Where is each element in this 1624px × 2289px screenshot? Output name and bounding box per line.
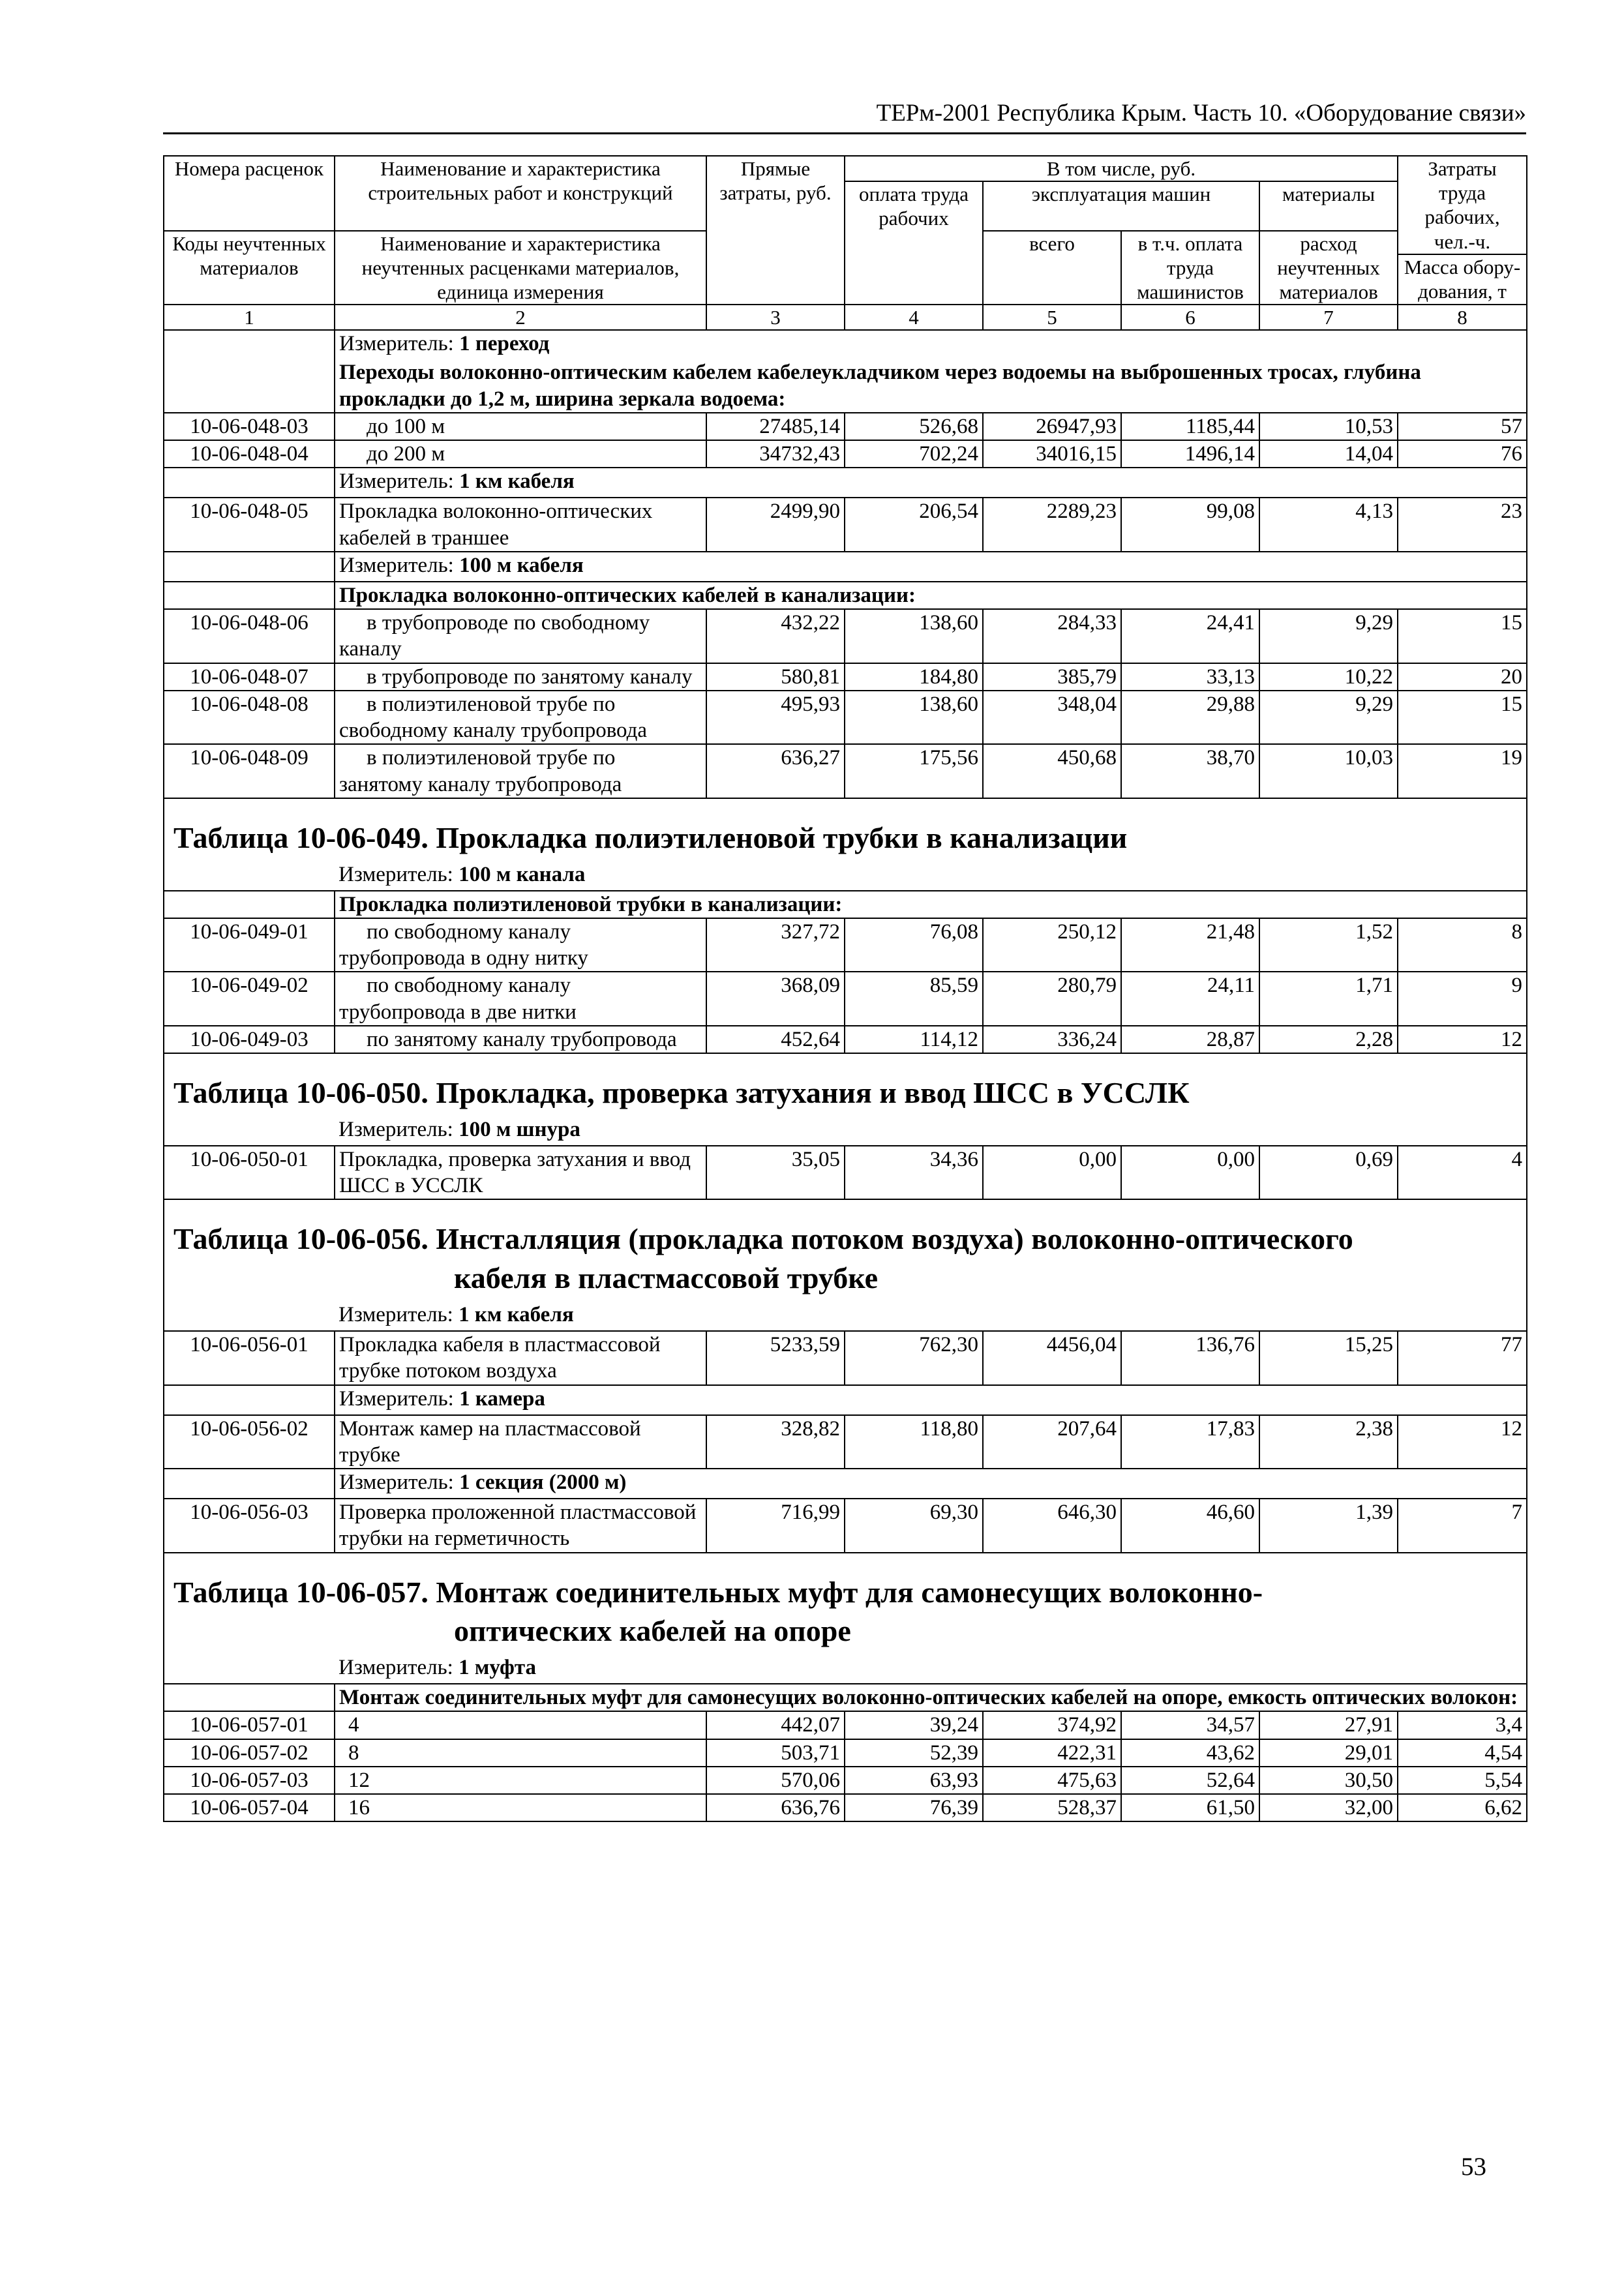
header-material-consumption: расход неучтенных материалов	[1259, 231, 1398, 305]
column-number: 1	[164, 305, 335, 330]
rates-table	[163, 155, 1527, 1822]
rate-code: 10-06-048-09	[164, 744, 335, 798]
table-title-row	[164, 1199, 1527, 1302]
header-rate-numbers: Номера расценок	[164, 156, 335, 231]
running-header: ТЕРм-2001 Республика Крым. Часть 10. «Оборудование связи»	[163, 95, 1526, 134]
rate-code: 10-06-048-04	[164, 440, 335, 468]
page-number: 53	[1461, 2153, 1486, 2181]
measure-row: Измеритель: 1 км кабеля	[164, 1302, 1527, 1331]
rate-code: 10-06-049-01	[164, 918, 335, 972]
table-title-row	[164, 1553, 1527, 1655]
measure-unit: 1 переход	[459, 332, 550, 356]
column-number: 8	[1398, 305, 1527, 330]
measure-unit: 100 м канала	[459, 862, 586, 886]
group-heading-row	[164, 582, 1527, 609]
rate-code: 10-06-048-06	[164, 609, 335, 663]
header-row	[164, 156, 1527, 181]
rate-name: в полиэтиленовой трубе по свободному каналу трубопровода	[335, 691, 706, 745]
table-row: 10-06-056-03 Проверка проложенной пластмассовой трубки на герметичность 716,99 69,30 646,30 46,60 1,39 7	[164, 1499, 1527, 1553]
column-number: 4	[845, 305, 983, 330]
measure-unit: 1 камера	[459, 1386, 545, 1411]
table-row: 10-06-056-01 Прокладка кабеля в пластмассовой трубке потоком воздуха 5233,59 762,30 4456,04 136,76 15,25 77	[164, 1331, 1527, 1385]
rate-code: 10-06-056-03	[164, 1499, 335, 1553]
rate-name: по занятому каналу трубопровода	[335, 1026, 706, 1053]
header-material-codes: Коды неучтенных материалов	[164, 231, 335, 305]
rate-name: в трубопроводе по занятому каналу	[335, 663, 706, 691]
group-heading-row	[164, 1684, 1527, 1711]
measure-row: Измеритель: 1 муфта	[164, 1654, 1527, 1684]
rate-code: 10-06-057-04	[164, 1794, 335, 1821]
rate-code: 10-06-057-01	[164, 1711, 335, 1739]
measure-unit: 100 м кабеля	[459, 553, 584, 577]
table-title: Таблица 10-06-050. Прокладка, проверка затухания и ввод ШСС в УССЛК	[164, 1053, 1527, 1116]
table-title-row	[164, 1053, 1527, 1116]
header-machines-total: всего	[983, 231, 1121, 305]
table-row: 10-06-056-02 Монтаж камер на пластмассовой трубке 328,82 118,80 207,64 17,83 2,38 12	[164, 1415, 1527, 1469]
rate-name: по свободному каналу трубопровода в одну нитку	[335, 918, 706, 972]
measure-unit: 1 км кабеля	[459, 1303, 574, 1326]
table-row: 10-06-049-03 по занятому каналу трубопровода 452,64 114,12 336,24 28,87 2,28 12	[164, 1026, 1527, 1053]
header-labor-costs: Затраты труда рабочих, чел.-ч.	[1398, 156, 1527, 254]
rate-name: в полиэтиленовой трубе по занятому каналу трубопровода	[335, 744, 706, 798]
table-title: Таблица 10-06-056. Инсталляция (прокладка потоком воздуха) волоконно-оптического кабеля в пластмассовой трубке	[164, 1199, 1527, 1302]
column-number: 2	[335, 305, 706, 330]
measure-unit: 1 секция (2000 м)	[459, 1471, 627, 1494]
measure-unit: 100 м шнура	[459, 1117, 580, 1141]
table-row: 10-06-057-04 16 636,76 76,39 528,37 61,50 32,00 6,62	[164, 1794, 1527, 1821]
rate-code: 10-06-048-08	[164, 691, 335, 745]
table-row: 10-06-048-04 до 200 м 34732,43 702,24 34016,15 1496,14 14,04 76	[164, 440, 1527, 468]
group-heading: Прокладка полиэтиленовой трубки в канализации:	[335, 891, 1527, 918]
rate-name: Прокладка, проверка затухания и ввод ШСС в УССЛК	[335, 1146, 706, 1200]
header-material-names: Наименование и характеристика неучтенных расценками материалов, единица измерения	[335, 231, 706, 305]
table-row: 10-06-049-01 по свободному каналу трубопровода в одну нитку 327,72 76,08 250,12 21,48 1,52 8	[164, 918, 1527, 972]
rate-code: 10-06-049-03	[164, 1026, 335, 1053]
header-including: В том числе, руб.	[845, 156, 1398, 181]
rate-code: 10-06-050-01	[164, 1146, 335, 1200]
group-heading: Монтаж соединительных муфт для самонесущих волоконно-оптических кабелей на опоре, емкость оптических волокон:	[335, 1684, 1527, 1711]
header-workers-pay: оплата труда рабочих	[845, 181, 983, 305]
rate-code: 10-06-056-02	[164, 1415, 335, 1469]
measure-row: Измеритель: 100 м шнура	[164, 1116, 1527, 1146]
rate-name: по свободному каналу трубопровода в две нитки	[335, 972, 706, 1026]
rate-code: 10-06-057-03	[164, 1767, 335, 1794]
measure-unit: 1 км кабеля	[459, 470, 575, 494]
table-row: 10-06-050-01 Прокладка, проверка затухания и ввод ШСС в УССЛК 35,05 34,36 0,00 0,00 0,69 4	[164, 1146, 1527, 1200]
measure-row: Измеритель: 100 м кабеля	[164, 552, 1527, 582]
rate-name: до 200 м	[335, 440, 706, 468]
rate-name: Прокладка кабеля в пластмассовой трубке потоком воздуха	[335, 1331, 706, 1385]
rate-code: 10-06-048-05	[164, 498, 335, 552]
rate-name: 16	[335, 1794, 706, 1821]
rate-name: 8	[335, 1739, 706, 1767]
rate-name: Монтаж камер на пластмассовой трубке	[335, 1415, 706, 1469]
header-operators-pay: в т.ч. оплата труда машинистов	[1121, 231, 1259, 305]
header-equipment-mass: Масса обору-дования, т	[1398, 254, 1527, 305]
rate-code: 10-06-048-03	[164, 413, 335, 440]
measure-row: Измеритель: 1 камера	[164, 1385, 1527, 1415]
column-number: 7	[1259, 305, 1398, 330]
group-heading: Прокладка волоконно-оптических кабелей в канализации:	[335, 582, 1527, 609]
column-number-row	[164, 305, 1527, 330]
measure-unit: 1 муфта	[459, 1656, 536, 1680]
table-row: 10-06-057-03 12 570,06 63,93 475,63 52,64 30,50 5,54	[164, 1767, 1527, 1794]
rate-name: в трубопроводе по свободному каналу	[335, 609, 706, 663]
rate-name: 4	[335, 1711, 706, 1739]
measure-row: Измеритель: 100 м канала	[164, 861, 1527, 891]
table-row: 10-06-057-02 8 503,71 52,39 422,31 43,62 29,01 4,54	[164, 1739, 1527, 1767]
table-title: Таблица 10-06-057. Монтаж соединительных муфт для самонесущих волоконно- оптических кабелей на опоре	[164, 1553, 1527, 1655]
rates-document	[163, 155, 1526, 1822]
column-number: 6	[1121, 305, 1259, 330]
rate-code: 10-06-049-02	[164, 972, 335, 1026]
measure-row: Измеритель: 1 переход	[164, 330, 1527, 359]
column-number: 5	[983, 305, 1121, 330]
table-row: 10-06-049-02 по свободному каналу трубопровода в две нитки 368,09 85,59 280,79 24,11 1,71 9	[164, 972, 1527, 1026]
column-number: 3	[706, 305, 845, 330]
rate-code: 10-06-057-02	[164, 1739, 335, 1767]
header-materials: материалы	[1259, 181, 1398, 230]
table-row: 10-06-048-07 в трубопроводе по занятому каналу 580,81 184,80 385,79 33,13 10,22 20	[164, 663, 1527, 691]
measure-row: Измеритель: 1 км кабеля	[164, 468, 1527, 498]
group-heading-row	[164, 891, 1527, 918]
header-work-name: Наименование и характеристика строительных работ и конструкций	[335, 156, 706, 231]
table-row: 10-06-057-01 4 442,07 39,24 374,92 34,57 27,91 3,4	[164, 1711, 1527, 1739]
group-heading: Переходы волоконно-оптическим кабелем кабелеукладчиком через водоемы на выброшенных тросах, глубина прокладки до 1,2 м, ширина зеркала водоема:	[335, 359, 1527, 413]
rate-name: Прокладка волоконно-оптических кабелей в траншее	[335, 498, 706, 552]
rate-name: до 100 м	[335, 413, 706, 440]
table-row: 10-06-048-03 до 100 м 27485,14 526,68 26947,93 1185,44 10,53 57	[164, 413, 1527, 440]
header-machines: эксплуатация машин	[983, 181, 1259, 230]
table-title-row	[164, 798, 1527, 861]
rate-name: 12	[335, 1767, 706, 1794]
table-row: 10-06-048-05 Прокладка волоконно-оптических кабелей в траншее 2499,90 206,54 2289,23 99,08 4,13 23	[164, 498, 1527, 552]
group-heading-row	[164, 359, 1527, 413]
table-row: 10-06-048-09 в полиэтиленовой трубе по занятому каналу трубопровода 636,27 175,56 450,68 38,70 10,03 19	[164, 744, 1527, 798]
rate-code: 10-06-048-07	[164, 663, 335, 691]
rate-name: Проверка проложенной пластмассовой трубки на герметичность	[335, 1499, 706, 1553]
measure-row: Измеритель: 1 секция (2000 м)	[164, 1469, 1527, 1499]
table-title: Таблица 10-06-049. Прокладка полиэтиленовой трубки в канализации	[164, 798, 1527, 861]
table-row: 10-06-048-08 в полиэтиленовой трубе по свободному каналу трубопровода 495,93 138,60 348,04 29,88 9,29 15	[164, 691, 1527, 745]
header-direct-costs: Прямые затраты, руб.	[706, 156, 845, 305]
table-row: 10-06-048-06 в трубопроводе по свободному каналу 432,22 138,60 284,33 24,41 9,29 15	[164, 609, 1527, 663]
rate-code: 10-06-056-01	[164, 1331, 335, 1385]
